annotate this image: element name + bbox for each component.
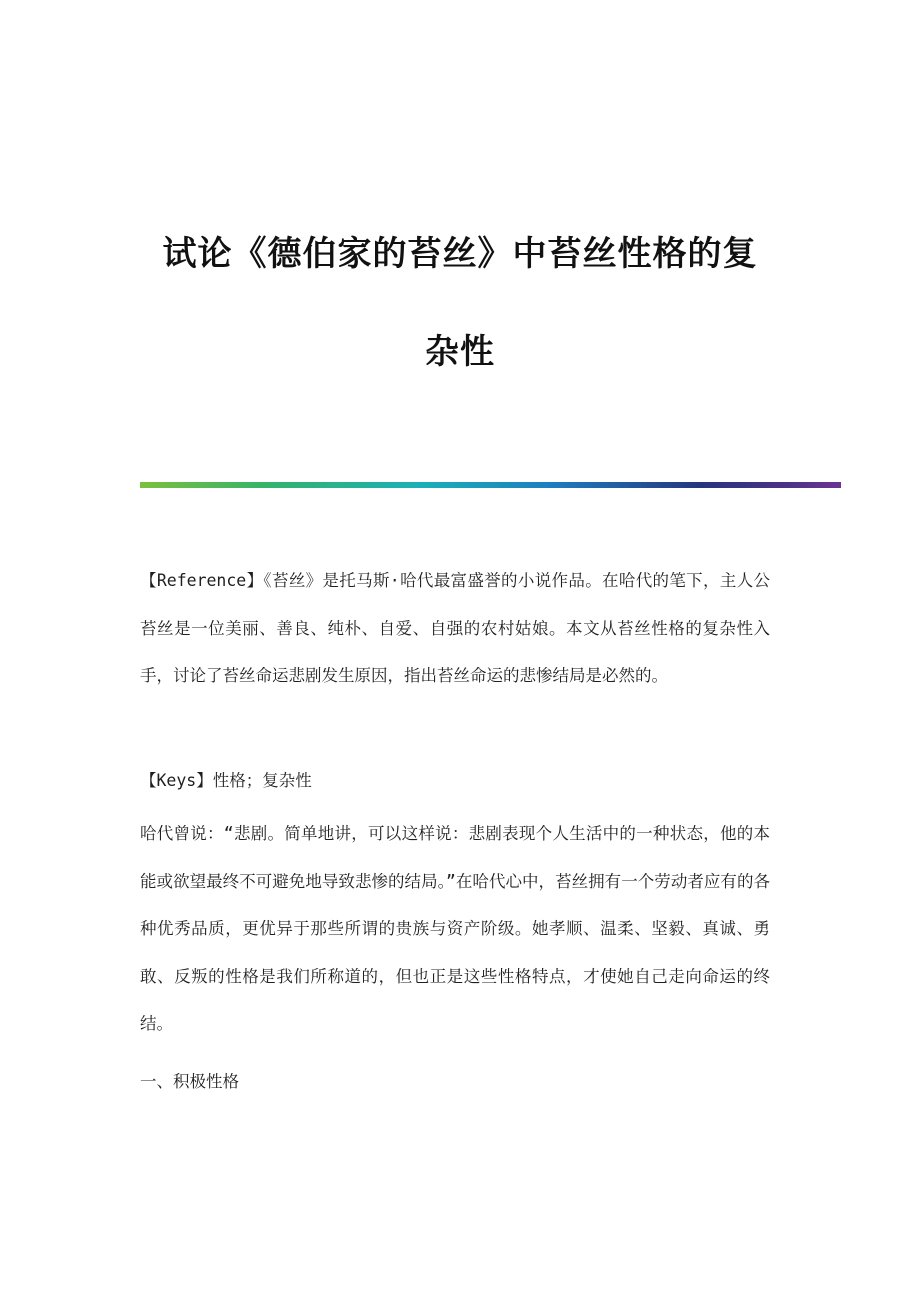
body-paragraph: 哈代曾说：“悲剧。简单地讲，可以这样说：悲剧表现个人生活中的一种状态，他的本能或欲望最终不可避免地导致悲惨的结局。”在哈代心中，苔丝拥有一个劳动者应有的各种优秀品质，更优异于那些所谓的贵族与资产阶级。她孝顺、温柔、坚毅、真诚、勇敢、反叛的性格是我们所称道的，但也正是这些性格特点，才使她自己走向命运的终结。 — [140, 824, 770, 1033]
title-line-2: 杂性 — [425, 332, 495, 372]
keywords-text: 性格；复杂性 — [212, 771, 312, 790]
keywords-label: 【Keys】 — [140, 771, 213, 790]
abstract-text: 《苔丝》是托马斯·哈代最富盛誉的小说作品。在哈代的笔下，主人公苔丝是一位美丽、善良、纯朴、自爱、自强的农村姑娘。本文从苔丝性格的复杂性入手，讨论了苔丝命运悲剧发生原因，指出苔丝命运的悲惨结局是必然的。 — [140, 571, 771, 685]
abstract-paragraph — [140, 557, 770, 700]
gradient-divider — [140, 482, 841, 488]
abstract-label: 【Reference】 — [140, 571, 264, 590]
section-heading: 一、积极性格 — [140, 1072, 239, 1091]
keywords-line — [140, 757, 770, 805]
title-line-1: 试论《德伯家的苔丝》中苔丝性格的复 — [162, 234, 758, 274]
document-title — [120, 205, 800, 401]
